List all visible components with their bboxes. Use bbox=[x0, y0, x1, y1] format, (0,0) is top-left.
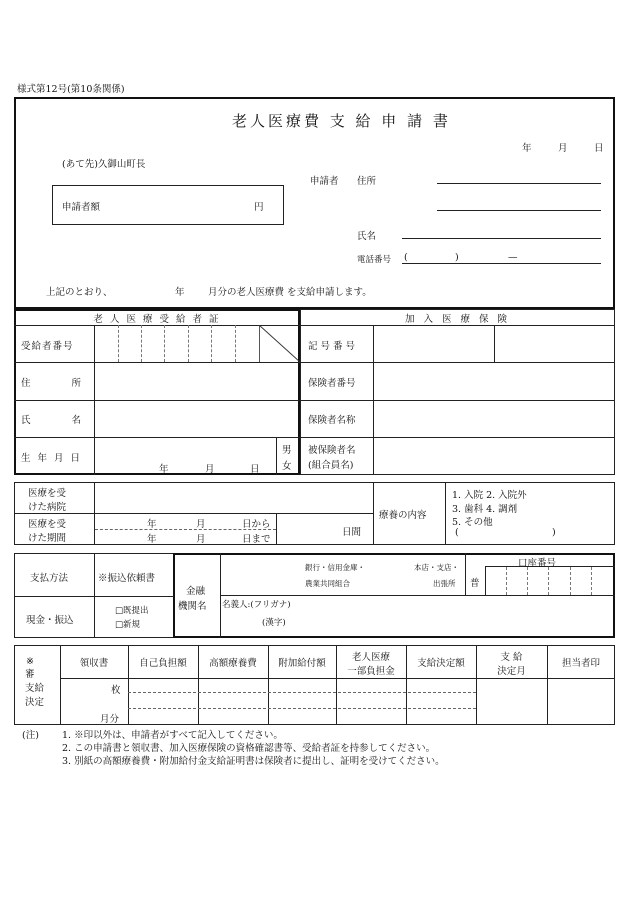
submitted-checkbox[interactable]: □既提出 bbox=[115, 606, 149, 616]
form-title: 老人医療費 支 給 申 請 書 bbox=[232, 112, 451, 130]
col-decision-amount: 支給決定額 bbox=[417, 658, 465, 669]
birth-year: 年 bbox=[159, 464, 169, 475]
col-additional: 附加給付額 bbox=[278, 658, 326, 669]
birthdate-label: 生 年 月 日 bbox=[21, 453, 83, 464]
transfer-request-label: ※振込依頼書 bbox=[98, 573, 156, 584]
branch-type-1: 本店・支店・ bbox=[414, 563, 459, 572]
sex-female[interactable]: 女 bbox=[282, 461, 292, 472]
date-month[interactable]: 月 bbox=[558, 143, 568, 154]
insurer-name-label: 保険者名称 bbox=[308, 415, 356, 426]
month-unit: 月分 bbox=[100, 714, 120, 725]
name-line[interactable] bbox=[402, 238, 601, 239]
account-type[interactable]: 普 bbox=[470, 578, 480, 589]
phone-label: 電話番号 bbox=[357, 255, 392, 265]
treatment-option-1[interactable]: 1. 入院 2. 入院外 bbox=[452, 490, 527, 501]
bank-type-1: 銀行・信用金庫・ bbox=[305, 563, 365, 572]
payment-method-label: 支払方法 bbox=[30, 573, 69, 584]
col-decision-month-1: 支 給 bbox=[500, 652, 523, 663]
addressee: (あて先)久御山町長 bbox=[62, 159, 146, 170]
note-3: 3. 別紙の高額療養費・附加給付金支給証明書は保険者に提出し、証明を受けてください。 bbox=[62, 756, 445, 767]
new-checkbox[interactable]: □新規 bbox=[115, 620, 141, 630]
phone-line[interactable] bbox=[402, 263, 601, 264]
amount-label: 申請者額 bbox=[62, 202, 101, 213]
name-field-label: 氏 名 bbox=[21, 415, 82, 426]
applicant-label: 申請者 bbox=[310, 176, 339, 187]
sheets-unit: 枚 bbox=[111, 685, 121, 696]
phone-close: ) bbox=[455, 252, 459, 263]
insurer-number-label: 保険者番号 bbox=[308, 378, 356, 389]
insured-name-label-2: (組合員名) bbox=[308, 460, 354, 471]
period-label-1: 医療を受 bbox=[28, 519, 67, 530]
hospital-label-2: けた病院 bbox=[28, 502, 67, 513]
address-line-1[interactable] bbox=[437, 183, 601, 184]
days-label: 日間 bbox=[342, 527, 362, 538]
col-high-cost: 高額療養費 bbox=[209, 658, 257, 669]
slash-cell bbox=[259, 325, 300, 362]
account-number-label: 口座番号 bbox=[518, 558, 557, 569]
insurance-header: 加 入 医 療 保 険 bbox=[404, 314, 511, 325]
cash-transfer-label: 現金・振込 bbox=[26, 615, 74, 626]
statement-suffix: 月分の老人医療費 を支給申請します。 bbox=[208, 287, 372, 298]
address-line-2[interactable] bbox=[437, 210, 601, 211]
recipient-cert-header: 老 人 医 療 受 給 者 証 bbox=[93, 314, 221, 325]
col-self-pay: 自己負担額 bbox=[139, 658, 187, 669]
review-vertical-label: 審 支給 決定 bbox=[25, 669, 45, 708]
fin-label-1: 金融 bbox=[186, 586, 206, 597]
address-field-label: 住 所 bbox=[21, 378, 82, 389]
note-1: 1. ※印以外は、申請者がすべて記入してください。 bbox=[62, 730, 283, 741]
review-mark: ※ bbox=[26, 656, 34, 667]
to-day: 日まで bbox=[242, 534, 271, 545]
date-year[interactable]: 年 bbox=[522, 143, 532, 154]
other-paren-close: ) bbox=[552, 527, 556, 538]
from-year: 年 bbox=[147, 519, 157, 530]
birth-month: 月 bbox=[205, 464, 215, 475]
treatment-option-3[interactable]: 5. その他 bbox=[452, 517, 493, 528]
bank-type-2: 農業共同組合 bbox=[305, 579, 350, 588]
to-month: 月 bbox=[196, 534, 206, 545]
hospital-label-1: 医療を受 bbox=[28, 488, 67, 499]
phone-dash: — bbox=[508, 252, 518, 263]
treatment-option-2[interactable]: 3. 歯科 4. 調剤 bbox=[452, 504, 518, 515]
insured-name-label-1: 被保険者名 bbox=[308, 445, 356, 456]
note-2: 2. この申請書と領収書、加入医療保険の資格確認書等、受給者証を持参してください。 bbox=[62, 743, 436, 754]
fin-label-2: 機関名 bbox=[178, 601, 207, 612]
from-day: 日から bbox=[242, 519, 271, 530]
form-number: 様式第12号(第10条関係) bbox=[17, 84, 125, 95]
notes-label: (注) bbox=[22, 730, 39, 741]
name-label: 氏名 bbox=[357, 231, 377, 242]
holder-label: 名義人:(フリガナ) bbox=[222, 600, 291, 610]
branch-type-2: 出張所 bbox=[433, 579, 456, 588]
address-label: 住所 bbox=[357, 176, 377, 187]
treatment-content-label: 療養の内容 bbox=[379, 510, 427, 521]
birth-day: 日 bbox=[250, 464, 260, 475]
holder-kanji: (漢字) bbox=[262, 618, 286, 628]
amount-unit: 円 bbox=[254, 202, 264, 213]
to-year: 年 bbox=[147, 534, 157, 545]
phone-open: ( bbox=[404, 252, 408, 263]
col-decision-month-2: 決定月 bbox=[497, 666, 526, 677]
from-month: 月 bbox=[196, 519, 206, 530]
col-staff-seal: 担当者印 bbox=[561, 658, 600, 669]
statement-year: 年 bbox=[175, 287, 185, 298]
col-elderly-1: 老人医療 bbox=[351, 652, 390, 663]
date-day[interactable]: 日 bbox=[594, 143, 604, 154]
statement-prefix: 上記のとおり、 bbox=[46, 287, 113, 298]
recipient-number-label: 受給者番号 bbox=[21, 341, 74, 352]
period-label-2: けた期間 bbox=[28, 533, 67, 544]
symbol-number-label: 記 号 番 号 bbox=[308, 341, 356, 352]
sex-male[interactable]: 男 bbox=[282, 445, 292, 456]
col-receipt: 領収書 bbox=[79, 658, 109, 669]
other-paren-open: ( bbox=[455, 527, 459, 538]
col-elderly-2: 一部負担金 bbox=[347, 666, 395, 677]
